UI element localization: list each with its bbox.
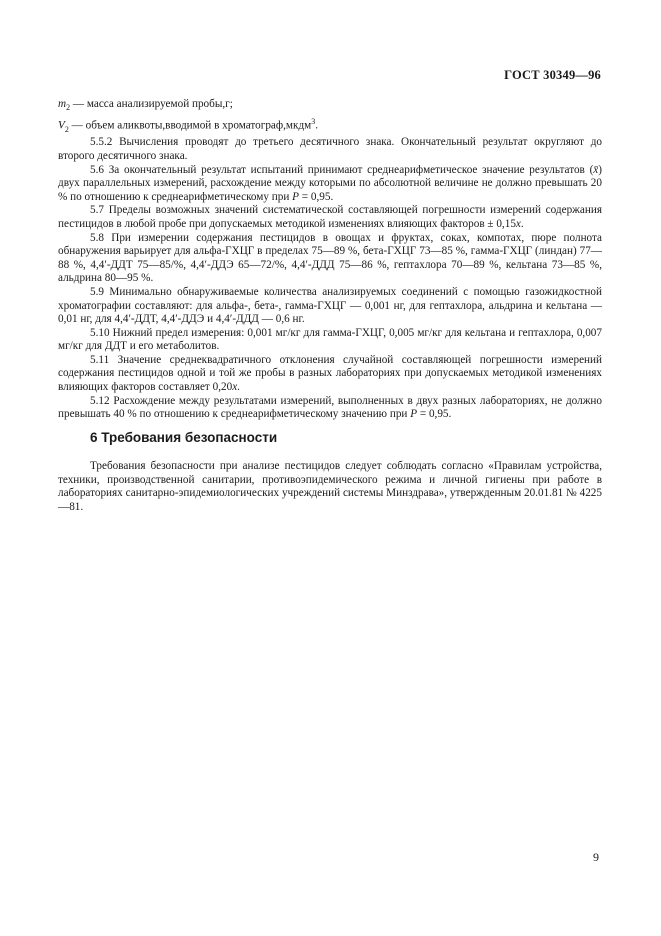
document-code: ГОСТ 30349—96 (504, 68, 601, 82)
paragraph-5-9: 5.9 Минимально обнаруживаемые количества анализируемых соединений с помощью газожидкостной хроматографии составляют: для альфа-, бета-, гамма-ГХЦГ — 0,001 нг, для гептахлора, альдрина и кельтана — 0,01 нг, для 4,4′-ДДТ, 4,4′-ДДЭ и 4,4′-ДДД — 0,6 нг. (58, 285, 602, 326)
definition-text: — объем аликвоты,вводимой в хроматограф,мкдм (68, 119, 312, 132)
paragraph-5-6 (58, 164, 602, 205)
paragraph-5-6-text: ) двух параллельных измерений, расхождение между которыми по абсолютной величине не должно превышать 20 % по отношению к среднеарифметическому при (58, 163, 602, 203)
section-6-title: 6 Требования безопасности (90, 430, 278, 445)
variable-p: P (292, 190, 299, 203)
paragraph-5-11 (58, 354, 602, 395)
variable-p: P (410, 408, 418, 421)
paragraph-5-11-text: . (237, 381, 240, 394)
paragraph-5-8: 5.8 При измерении содержания пестицидов в овощах и фруктах, соках, компотах, пюре полнота обнаружения варьирует для альфа-ГХЦГ в пределах 75—89 %, бета-ГХЦГ 73—85 %, гамма-ГХЦГ (линдан) 77—88 %, 4,4′-ДДТ 75—85/%, 4,4′-ДДЭ 65—72/%, 4,4′-ДДД 75—86 %, гептахлора 70—89 %, кельтана 73—85 %, альдрина 80—95 %. (58, 231, 602, 285)
paragraph-5-12-text: = 0,95. (417, 408, 452, 421)
variable-x: x (232, 381, 238, 394)
page-number: 9 (593, 850, 599, 864)
variable-v: V (58, 119, 65, 132)
definition-m2 (58, 98, 602, 115)
definition-text: — масса анализируемой пробы,г; (70, 98, 233, 110)
paragraph-5-5-2: 5.5.2 Вычисления проводят до третьего десятичного знака. Окончательный результат округляют до второго десятичного знака. (58, 136, 602, 162)
subscript: 2 (64, 124, 69, 134)
superscript: 3 (311, 116, 316, 126)
definition-tail: . (315, 119, 319, 132)
variable-m: m (58, 98, 67, 110)
main-text-block (58, 98, 602, 422)
paragraph-5-11-text: 5.11 Значение среднеквадратичного отклонения случайной составляющей погрешности измерений содержания пестицидов одной и той же пробы в разных лабораториях при допускаемых методикой изменениях влияющих факторов составляет 0,20 (58, 353, 602, 394)
definition-v2 (58, 115, 602, 137)
variable-x-mean: x̄ (593, 163, 599, 176)
paragraph-5-7-text: . (520, 217, 524, 230)
section-6-paragraph: Требования безопасности при анализе пестицидов следует соблюдать согласно «Правилам устройства, техники, производственной санитарии, противоэпидемического режима и личной гигиены при работе в лабораториях санитарно-эпидемиологических учреждений системы Минздрава», утвержденным 20.01.81 № 4225—81. (58, 460, 602, 513)
variable-x: x (515, 217, 521, 230)
paragraph-5-6-text: 5.6 За окончательный результат испытаний принимают среднеарифметическое значение результатов ( (90, 163, 594, 176)
paragraph-5-7 (58, 204, 602, 231)
paragraph-5-6-text: = 0,95. (299, 190, 334, 203)
paragraph-5-7-text: 5.7 Пределы возможных значений систематической составляющей погрешности измерений содержания пестицидов в любой пробе при допускаемых методикой изменениях влияющих факторов ± 0,15 (58, 204, 602, 230)
paragraph-5-10: 5.10 Нижний предел измерения: 0,001 мг/кг для гамма-ГХЦГ, 0,005 мг/кг для кельтана и гептахлора, 0,007 мг/кг для ДДТ и его метаболитов. (58, 326, 602, 353)
paragraph-5-12 (58, 395, 602, 422)
section-6-body (58, 460, 602, 514)
paragraph-5-12-text: 5.12 Расхождение между результатами измерений, выполненных в двух разных лабораториях, не должно превышать 40 % по отношению к среднеарифметическому значению при (58, 394, 602, 421)
subscript: 2 (66, 103, 71, 113)
